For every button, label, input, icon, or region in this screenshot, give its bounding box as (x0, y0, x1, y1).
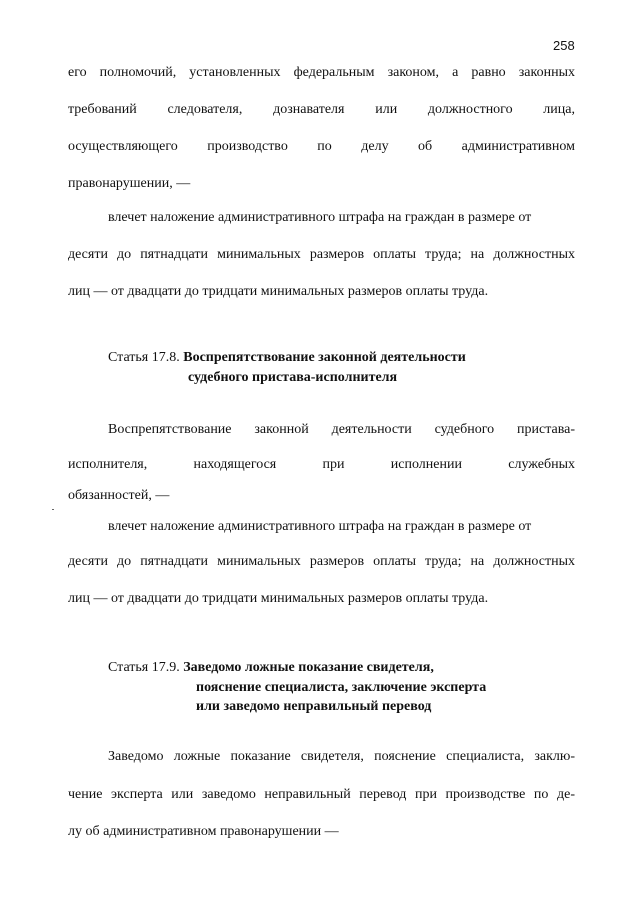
text-line: правонарушении, — (68, 176, 191, 191)
article-title: Заведомо ложные показание свидетеля, (183, 660, 434, 675)
article-title: или заведомо неправильный перевод (196, 699, 432, 714)
article-label: Статья 17.8. (108, 350, 180, 365)
article-label: Статья 17.9. (108, 660, 180, 675)
text-line: обязанностей, — (68, 488, 170, 503)
text-line: исполнителя, находящегося при исполнении служебных (68, 457, 575, 472)
text-line: требований следователя, дознавателя или должностного лица, (68, 102, 575, 117)
text-line: Воспрепятствование законной деятельности судебного пристава- (108, 422, 575, 437)
text-line: осуществляющего производство по делу об административном (68, 139, 575, 154)
sanction-line: лиц — от двадцати до тридцати минимальных размеров оплаты труда. (68, 591, 489, 606)
sanction-line: десяти до пятнадцати минимальных размеров оплаты труда; на должностных (68, 554, 575, 569)
article-heading (108, 659, 434, 677)
sanction-line: влечет наложение административного штрафа на граждан в размере от (108, 210, 532, 225)
sanction-line: десяти до пятнадцати минимальных размеров оплаты труда; на должностных (68, 247, 575, 262)
text-line: Заведомо ложные показание свидетеля, пояснение специалиста, заклю- (108, 749, 575, 764)
article-title: пояснение специалиста, заключение эксперта (196, 680, 487, 695)
text-line: его полномочий, установленных федеральным законом, а равно законных (68, 65, 575, 80)
article-title: Воспрепятствование законной деятельности (183, 350, 466, 365)
article-title: судебного пристава-исполнителя (188, 370, 398, 385)
text-line: чение эксперта или заведомо неправильный перевод при производстве по де- (68, 787, 575, 802)
page-number: 258 (553, 38, 575, 53)
article-heading (108, 349, 466, 367)
scan-mark (52, 509, 54, 510)
text-line: лу об административном правонарушении — (68, 824, 339, 839)
sanction-line: лиц — от двадцати до тридцати минимальных размеров оплаты труда. (68, 284, 489, 299)
sanction-line: влечет наложение административного штрафа на граждан в размере от (108, 519, 532, 534)
